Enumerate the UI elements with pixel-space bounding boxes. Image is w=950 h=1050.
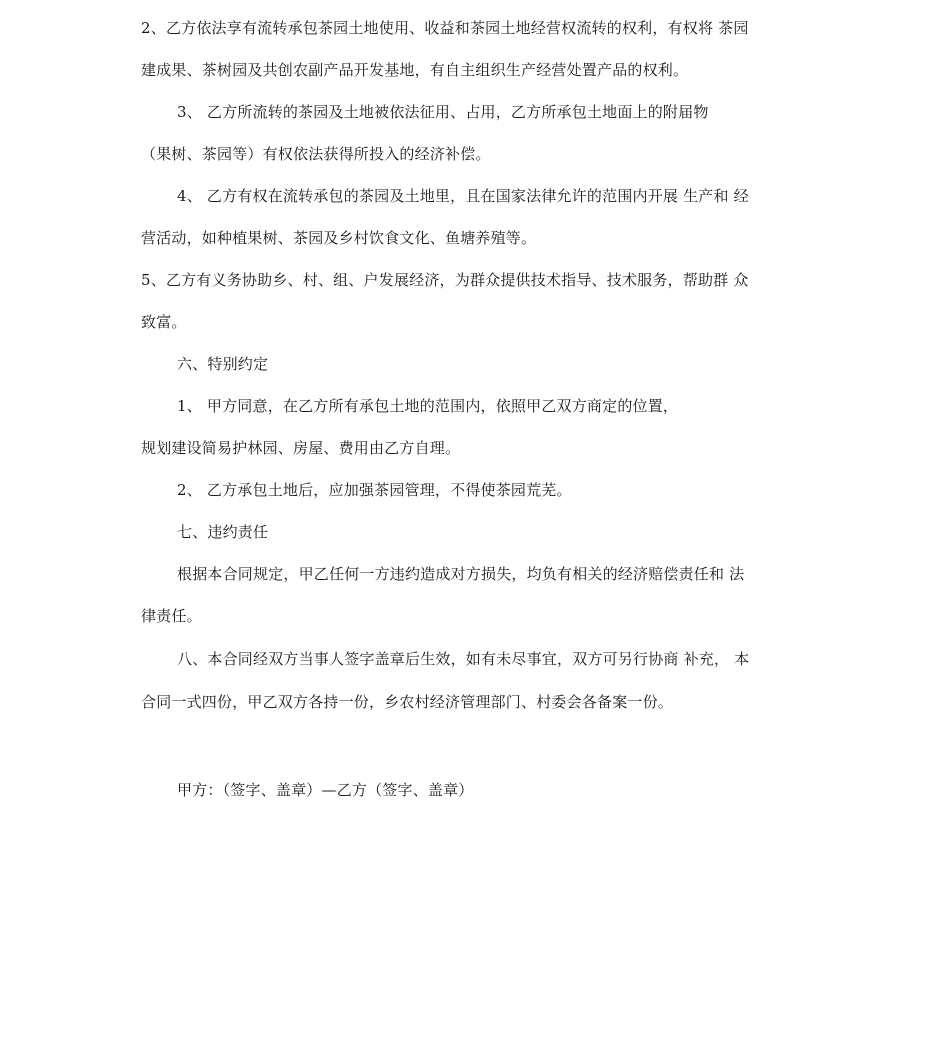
clause-5-line-1: 5、乙方有义务协助乡、村、组、户发展经济，为群众提供技术指导、技术服务，帮助群 众 <box>141 271 749 289</box>
section-7-heading: 七、违约责任 <box>177 523 269 541</box>
clause-4-line-2: 营活动，如种植果树、茶园及乡村饮食文化、鱼塘养殖等。 <box>141 229 537 247</box>
clause-4-line-1: 4、 乙方有权在流转承包的茶园及土地里，且在国家法律允许的范围内开展 生产和 经 <box>177 187 749 205</box>
section-8-line-1: 八、本合同经双方当事人签字盖章后生效，如有未尽事宜，双方可另行协商 补充， 本 <box>177 650 750 668</box>
section-6-item-2: 2、 乙方承包土地后，应加强茶园管理，不得使茶园荒芜。 <box>177 481 572 499</box>
signature-line: 甲方：（签字、盖章）—乙方（签字、盖章） <box>177 781 474 799</box>
section-7-line-2: 律责任。 <box>141 607 202 625</box>
clause-5-line-2: 致富。 <box>141 313 187 331</box>
section-6-heading: 六、特别约定 <box>177 355 269 373</box>
clause-3-line-1: 3、 乙方所流转的茶园及土地被依法征用、占用，乙方所承包土地面上的附届物 <box>177 103 709 121</box>
section-6-item-1-line-1: 1、 甲方同意，在乙方所有承包土地的范围内，依照甲乙双方商定的位置， <box>177 397 679 415</box>
section-8-line-2: 合同一式四份，甲乙双方各持一份，乡农村经济管理部门、村委会各备案一份。 <box>141 693 674 711</box>
section-7-line-1: 根据本合同规定，甲乙任何一方违约造成对方损失，均负有相关的经济赔偿责任和 法 <box>177 565 745 583</box>
clause-2-line-2: 建成果、茶树园及共创农副产品开发基地，有自主组织生产经营处置产品的权利。 <box>141 61 689 79</box>
clause-3-line-2: （果树、茶园等）有权依法获得所投入的经济补偿。 <box>141 145 491 163</box>
section-6-item-1-line-2: 规划建设简易护林园、房屋、费用由乙方自理。 <box>141 439 461 457</box>
clause-2-line-1: 2、乙方依法享有流转承包茶园土地使用、收益和茶园土地经营权流转的权利，有权将 茶园 <box>141 19 749 37</box>
